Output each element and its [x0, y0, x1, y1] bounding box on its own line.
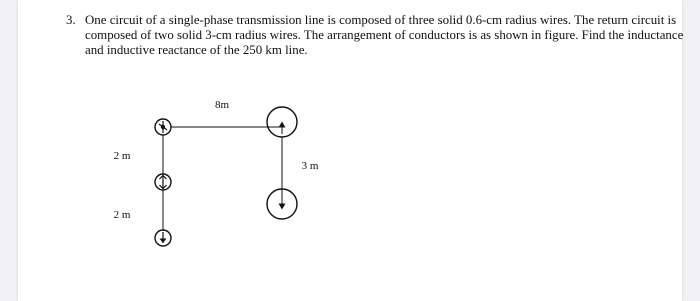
label-8m: 8m — [214, 99, 230, 111]
large-conductor-top — [267, 107, 297, 137]
conductor-arrangement-figure — [18, 0, 700, 301]
small-conductor-top — [155, 119, 171, 135]
label-3m: 3 m — [301, 160, 319, 172]
question-text: One circuit of a single-phase transmission line is composed of three solid 0.6-cm radius wires. The return circuit is composed of two solid 3-cm radius wires. The arrangement of conductors is as shown in figure. Find the inductance and inductive reactance of the 250 km line. — [85, 13, 684, 57]
label-2m-lower: 2 m — [113, 209, 131, 221]
small-conductor-middle — [155, 174, 171, 190]
question-number: 3. — [66, 13, 76, 27]
large-conductor-bottom — [267, 189, 297, 219]
small-conductor-bottom — [155, 230, 171, 246]
label-2m-upper: 2 m — [113, 150, 131, 162]
